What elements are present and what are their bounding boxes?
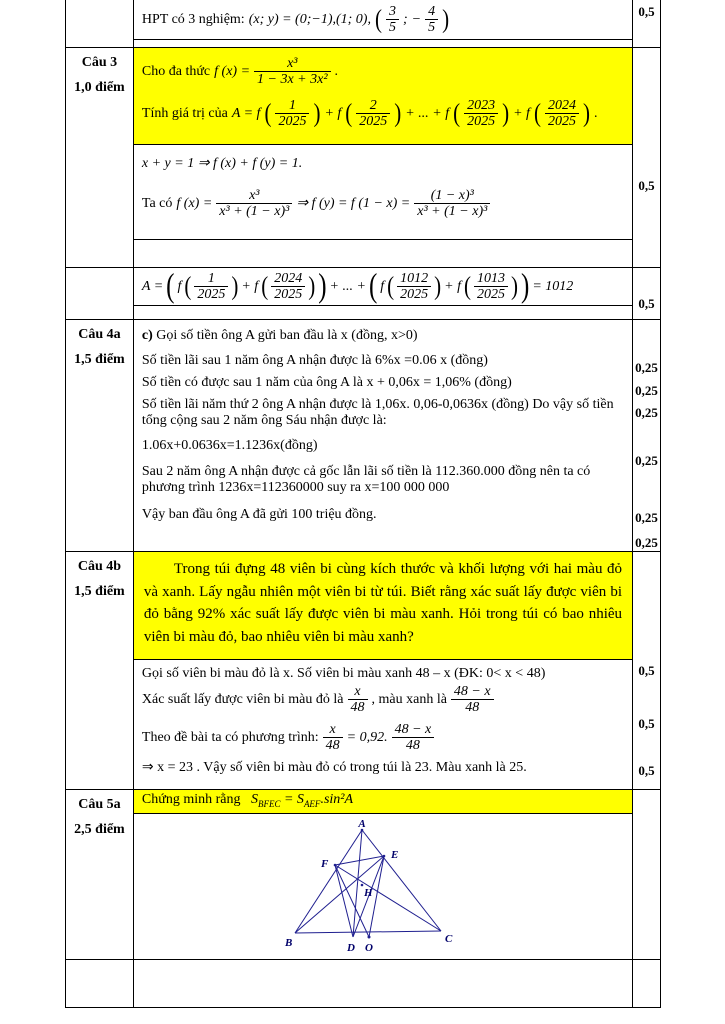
points-value: 0,25 — [635, 535, 658, 550]
close-paren: ) — [502, 98, 510, 129]
close-paren: ) — [434, 270, 442, 301]
label-cell-cau5a — [66, 790, 134, 959]
period: . — [593, 105, 598, 121]
open-paren: ( — [374, 3, 382, 34]
cau4a-line5: 1.06x+0.0636x=1.1236x(đồng) — [141, 438, 318, 453]
label-H: H — [363, 887, 373, 899]
question-score: 1,0 điểm — [74, 80, 125, 95]
cau5a-claim-box — [134, 790, 632, 814]
question-number: Câu 4a — [78, 327, 121, 342]
row-sum-result — [66, 268, 661, 320]
sum-result-box — [134, 268, 632, 306]
points-cell — [633, 0, 661, 47]
fraction: $\frac{48 - x}{48}$ — [392, 722, 435, 754]
fraction: $\frac{3}{5}$ — [386, 4, 399, 36]
row-cau3 — [66, 48, 661, 268]
question-number: Câu 5a — [78, 797, 121, 812]
f-symbol: f — [380, 278, 385, 294]
hpt-inner-box — [134, 0, 632, 40]
item-marker: c) — [141, 328, 153, 343]
cau4a-line7: Vậy ban đầu ông A đã gửi 100 triệu đồng. — [141, 507, 377, 522]
open-paren: ( — [184, 270, 192, 301]
points-value: 0,5 — [638, 663, 655, 678]
close-paren: ) — [313, 98, 321, 129]
segment-BC — [295, 931, 441, 933]
fraction: $\frac{\text{(1 − x)³}}{\text{x³ + (1 − x)³}}$ — [414, 188, 490, 220]
implies-chain: ⇒ f (y) = f (1 − x) = — [296, 196, 411, 212]
fraction: $\frac{48 - x}{48}$ — [451, 684, 494, 716]
open-paren: ( — [533, 98, 541, 129]
fraction: $\frac{1013}{2025}$ — [474, 271, 508, 303]
vertex-E-dot — [383, 855, 386, 858]
label-C: C — [444, 933, 453, 945]
plus-f: + f — [324, 105, 342, 121]
geometry-figure-wrap — [134, 814, 632, 959]
row-cau4b — [66, 552, 661, 790]
row-hpt — [66, 0, 661, 48]
segment-AD — [353, 830, 362, 937]
open-bracket: ( — [368, 268, 378, 305]
close-paren: ) — [394, 98, 402, 129]
fraction: $\frac{1}{2025}$ — [275, 98, 309, 130]
points-cell — [633, 790, 661, 959]
label-cell-cau4a — [66, 320, 134, 551]
points-value: 0,25 — [635, 360, 658, 375]
question-score: 1,5 điểm — [74, 352, 125, 367]
problem-text: Cho đa thức — [141, 63, 211, 79]
open-paren: ( — [387, 270, 395, 301]
question-number: Câu 4b — [77, 559, 122, 574]
cau4a-content — [134, 320, 633, 551]
cau4b-solution — [134, 660, 632, 776]
label-A: A — [358, 820, 366, 830]
open-paren: ( — [261, 270, 269, 301]
row-cau4a — [66, 320, 661, 552]
label-F: F — [320, 858, 329, 870]
segment-FD — [335, 865, 353, 937]
points-value: 0,25 — [635, 453, 658, 468]
ellipsis: + ... + — [329, 278, 366, 294]
hpt-expression: (x; y) = (0;−1),(1; 0), — [248, 11, 371, 27]
ellipsis-f: + ... + f — [405, 105, 450, 121]
solution-text: Theo đề bài ta có phương trình: — [141, 729, 319, 745]
points-value: 0,25 — [635, 383, 658, 398]
geometry-figure — [283, 820, 483, 954]
label-cell-empty — [66, 268, 134, 319]
hpt-text: HPT có 3 nghiệm: — [141, 11, 245, 27]
fraction: $\frac{2023}{2025}$ — [464, 98, 498, 130]
cau4b-line3 — [142, 722, 624, 754]
hpt-content — [134, 0, 633, 47]
close-paren: ) — [308, 270, 316, 301]
cau4b-line1: Gọi số viên bi màu đỏ là x. Số viên bi màu xanh 48 – x (ĐK: 0< x < 48) — [141, 666, 546, 681]
close-paren: ) — [511, 270, 518, 301]
period: . — [334, 63, 339, 79]
close-paren: ) — [231, 270, 239, 301]
answer-key-table — [65, 0, 661, 1008]
points-value: 0,5 — [638, 4, 655, 19]
points-cell — [633, 960, 661, 1007]
solution-text: Ta có — [141, 195, 173, 211]
problem-text: Tính giá trị của — [141, 105, 228, 121]
cau4b-problem-box: Trong túi đựng 48 viên bi cùng kích thước và khối lượng với hai màu đỏ và xanh. Lấy ngẫu nhiên một viên bi từ túi. Biết rằng xác suất lấy được viên bi đỏ bằng 92% xác suất lấy được viên bi màu xanh. Hỏi trong túi có bao nhiêu viên bi màu đỏ, bao nhiêu viên bi màu xanh? — [134, 552, 632, 660]
label-cell-empty — [66, 0, 134, 47]
row-cau5a — [66, 790, 661, 960]
cau5a-content — [134, 790, 633, 959]
vertex-F-dot — [334, 864, 337, 867]
question-score: 2,5 điểm — [74, 822, 125, 837]
cau4a-line2: Số tiền lãi sau 1 năm ông A nhận được là 6%x =0.06 x (đồng) — [141, 353, 488, 368]
row-empty — [66, 960, 661, 1008]
sum-result-content — [134, 268, 633, 319]
points-cell — [633, 320, 661, 551]
sum-result-line — [134, 269, 581, 305]
cau3-solution-line1 — [134, 153, 632, 174]
fraction: $\frac{2}{2025}$ — [356, 98, 390, 130]
equation-mid: = 0,92. — [346, 729, 388, 745]
fx-equals: f (x) = — [176, 195, 213, 211]
points-value: 0,25 — [635, 405, 658, 420]
cau4b-content — [134, 552, 633, 789]
cau3-solution-line2 — [134, 186, 632, 222]
points-value: 0,5 — [638, 716, 655, 731]
point-H-dot — [361, 884, 364, 887]
question-score: 1,5 điểm — [74, 584, 125, 599]
cau3-problem-line2 — [134, 96, 632, 132]
empty-content — [134, 960, 633, 1007]
cau4a-line3: Số tiền có được sau 1 năm của ông A là x + 0,06x = 1,06% (đồng) — [141, 375, 512, 390]
plus-f: + f — [241, 278, 259, 294]
identity: x + y = 1 ⇒ f (x) + f (y) = 1. — [141, 156, 303, 171]
points-cell — [633, 48, 661, 267]
point-O-dot — [367, 936, 370, 939]
solution-text: , màu xanh là — [371, 691, 447, 707]
label-B: B — [284, 937, 293, 949]
segment-AB — [295, 830, 362, 933]
points-value: 0,5 — [638, 178, 655, 193]
cau3-content — [134, 48, 633, 267]
points-value: 0,5 — [638, 296, 655, 311]
fraction: $\frac{\text{x³}}{\text{x³ + (1 − x)³}}$ — [216, 188, 292, 220]
solution-text: Gọi số tiền ông A gửi ban đầu là x (đồng, x>0) — [156, 328, 418, 343]
close-bracket: ) — [521, 268, 530, 305]
close-paren: ) — [442, 3, 450, 34]
cau4a-line1 — [142, 328, 624, 344]
label-cell-cau3 — [66, 48, 134, 267]
close-bracket: ) — [318, 268, 327, 305]
open-paren: ( — [464, 270, 471, 301]
label-O: O — [364, 942, 373, 954]
points-cell — [633, 552, 661, 789]
fraction: $\frac{2024}{2025}$ — [545, 98, 579, 130]
cau3-problem-box — [134, 48, 632, 145]
sum-lead: A = — [141, 278, 164, 294]
solution-text: Xác suất lấy được viên bi màu đỏ là — [141, 691, 344, 707]
cau4b-line2 — [142, 684, 624, 716]
cau4b-line4: ⇒ x = 23 . Vậy số viên bi màu đỏ có trong túi là 23. Màu xanh là 25. — [141, 759, 527, 775]
fraction: $\frac{x}{48}$ — [323, 722, 343, 754]
cau3-solution-box — [134, 145, 632, 240]
function-def: f (x) = — [214, 63, 251, 79]
cau3-problem-line1 — [134, 54, 632, 90]
segment-AC — [362, 830, 441, 931]
claim-text: Chứng minh rằng — [141, 792, 241, 807]
claim-formula: $S_{BFEC} = S_{AEF}.\sin^2A$ — [250, 792, 354, 809]
minus-sign: − — [411, 11, 422, 27]
points-cell — [633, 268, 661, 319]
fraction: $\frac{1012}{2025}$ — [397, 271, 431, 303]
sum-lead: A = f — [231, 105, 261, 121]
plus-f: + f — [513, 105, 530, 121]
points-value: 0,5 — [638, 763, 655, 778]
plus-f: + f — [444, 278, 461, 294]
open-paren: ( — [453, 98, 461, 129]
open-paren: ( — [264, 98, 272, 129]
hpt-line — [134, 2, 457, 38]
fraction: $\frac{2024}{2025}$ — [271, 271, 305, 303]
points-value: 0,25 — [635, 510, 658, 525]
label-cell-empty — [66, 960, 134, 1007]
cau4a-line6: Sau 2 năm ông A nhận được cả gốc lẫn lãi số tiền là 112.360.000 đồng nên ta có phương trình 1236x=112360000 suy ra x=100 000 000 — [141, 464, 591, 495]
label-E: E — [390, 849, 399, 861]
label-D: D — [346, 942, 355, 954]
fraction: $\frac{\text{x³}}{\text{1 − 3x + 3x²}}$ — [254, 56, 331, 88]
sum-result: = 1012 — [532, 278, 574, 294]
fraction: $\frac{4}{5}$ — [425, 4, 438, 36]
f-symbol: f — [177, 278, 182, 294]
close-paren: ) — [582, 98, 590, 129]
semicolon: ; — [402, 11, 408, 27]
open-paren: ( — [345, 98, 353, 129]
open-bracket: ( — [166, 268, 175, 305]
question-number: Câu 3 — [81, 55, 118, 70]
fraction: $\frac{1}{2025}$ — [194, 271, 228, 303]
label-cell-cau4b — [66, 552, 134, 789]
fraction: $\frac{x}{48}$ — [348, 684, 368, 716]
cau4a-line4: Số tiền lãi năm thứ 2 ông A nhận được là 1,06x. 0,06-0,0636x (đồng) Do vậy số tiền tổng cộng sau 2 năm ông Sáu nhận được là: — [141, 397, 614, 428]
